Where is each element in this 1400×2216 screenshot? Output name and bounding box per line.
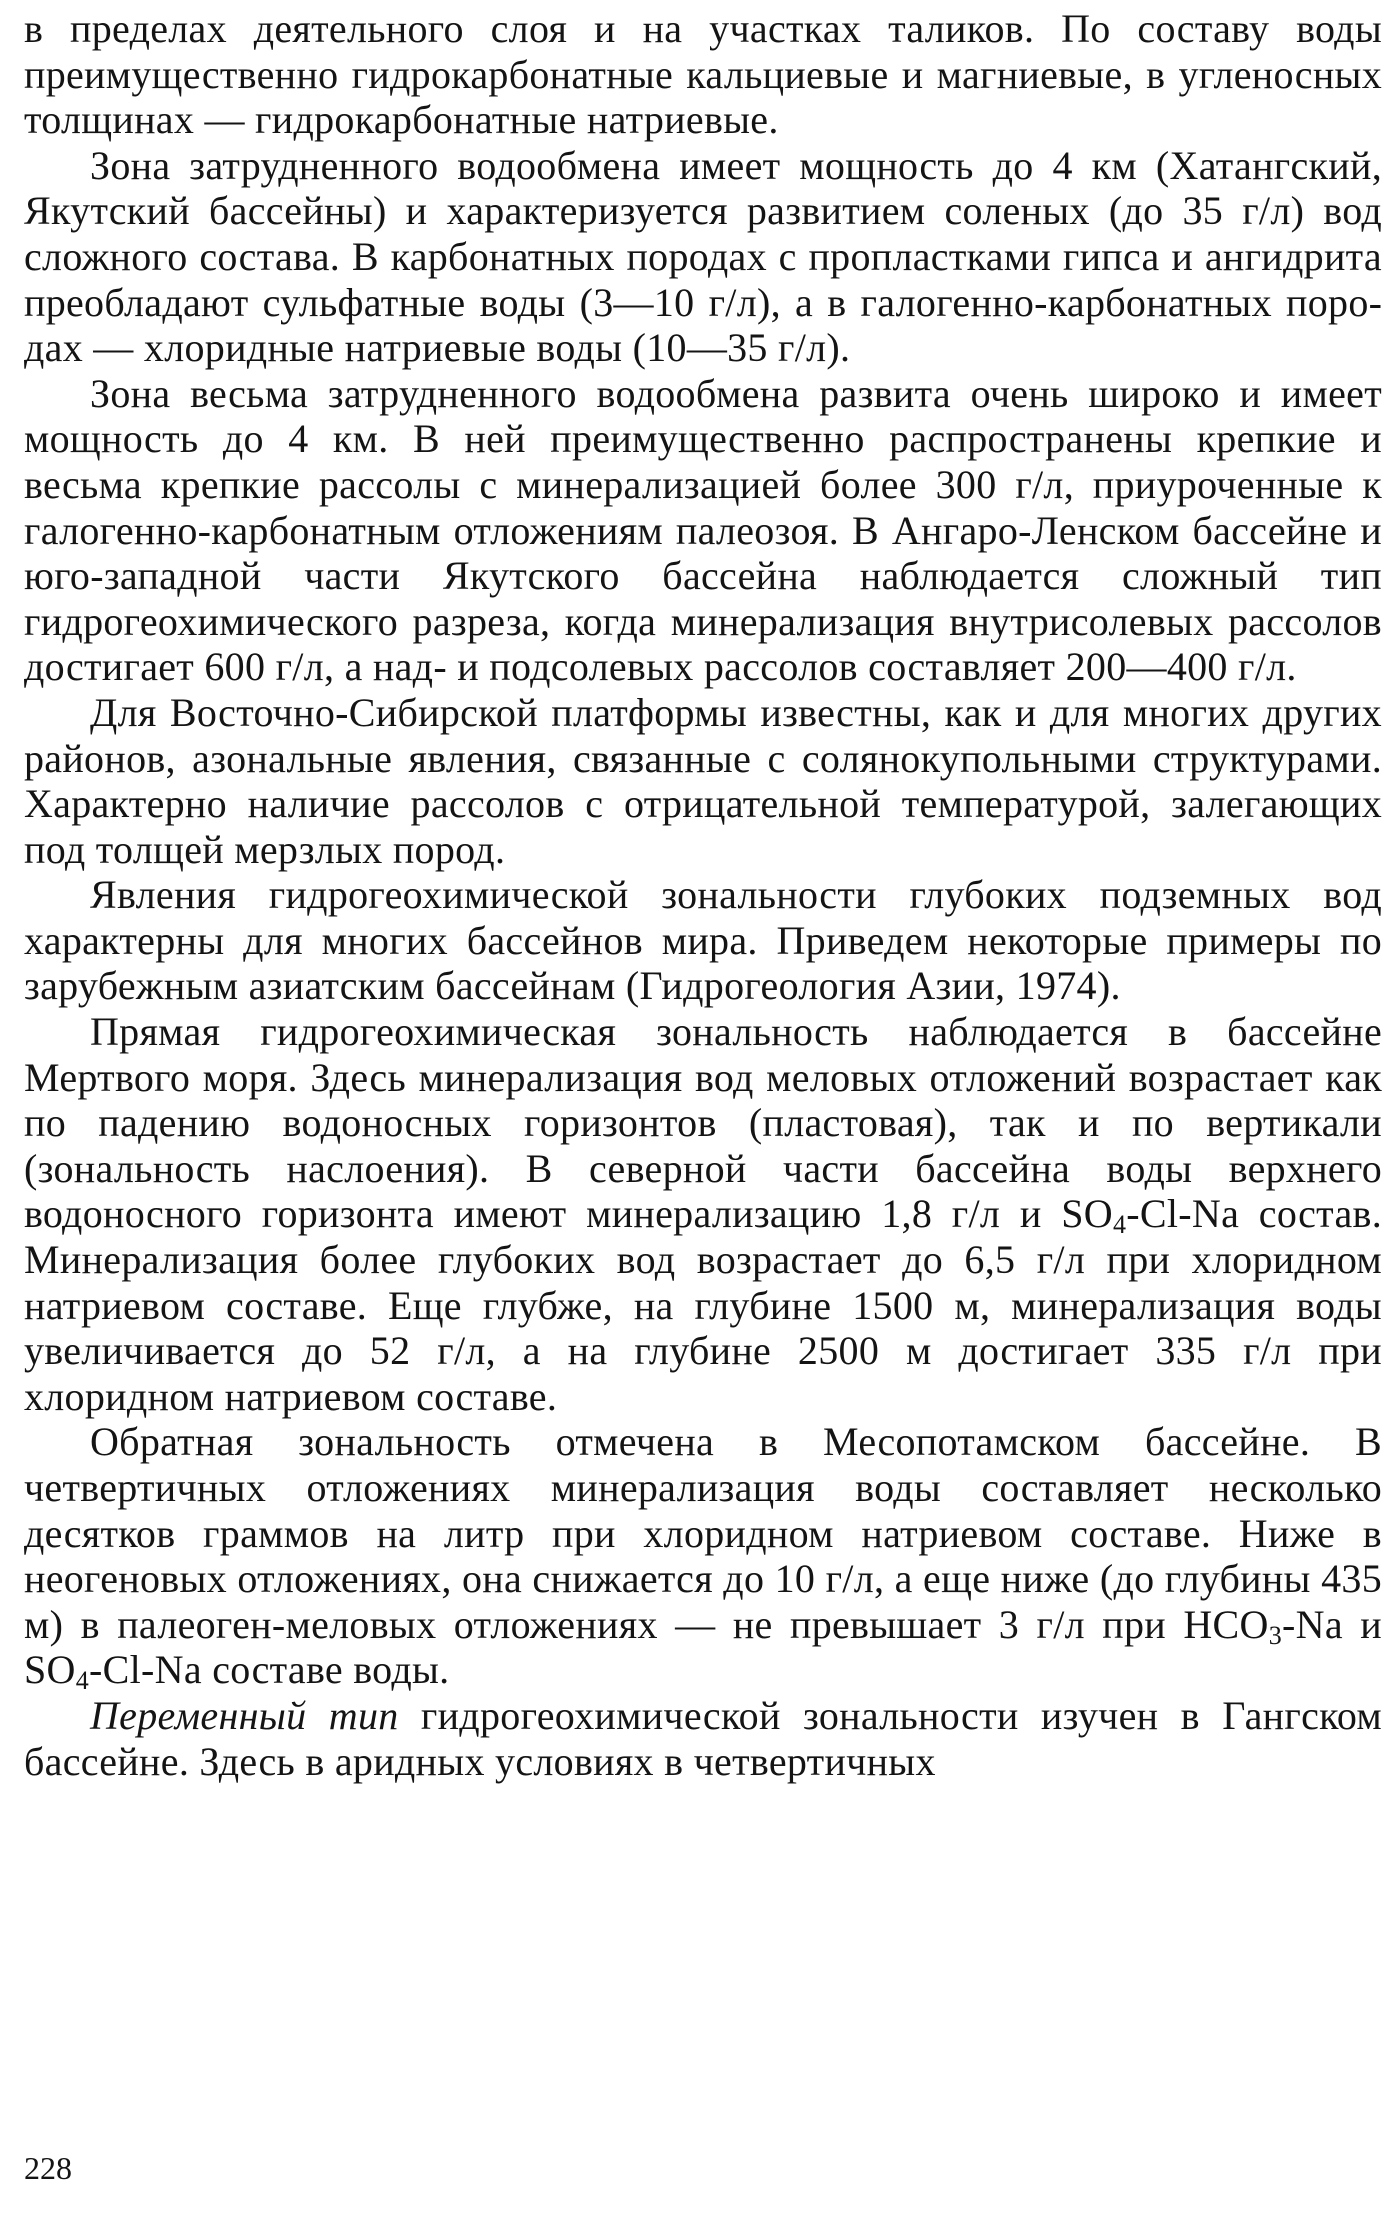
paragraph-restricted-exchange-zone <box>24 143 1382 371</box>
subscript: 3 <box>1268 1620 1283 1650</box>
subscript: 4 <box>75 1666 90 1696</box>
paragraph-taliks <box>24 6 1382 143</box>
italic-term: Переменный тип <box>90 1692 399 1738</box>
paragraph-run: в пределах деятельного слоя и на участках таликов. По составу воды преимущественно гидрокарбонатные кальциевые и магниевые, в угленосных толщинах — гидрокарбонатные натриевые. <box>24 6 1382 143</box>
paragraph-very-restricted-exchange-zone <box>24 371 1382 690</box>
paragraph-world-basins <box>24 872 1382 1009</box>
paragraph-run: -Cl-Na составе воды. <box>89 1647 450 1693</box>
body-text <box>24 6 1382 1784</box>
paragraph-run: Зона затрудненного водообмена имеет мощность до 4 км (Хатангский, Якутский бассейны) и характеризуется развитием соленых (до 35 г/л) вод сложного состава. В карбонатных породах с пропластками гипса и ангидрита преобладают сульфатные воды (3—10 г/л), а в галогенно-карбонатных породах — хлоридные натриевые воды (10—35 г/л). <box>24 142 1382 371</box>
subscript: 4 <box>1112 1210 1127 1240</box>
paragraph-run: гидрогеохимической зональности изучен в Гангском бассейне. Здесь в аридных условиях в четвертичных <box>24 1692 1382 1784</box>
paragraph-run: -Na и SO <box>24 1601 1382 1693</box>
paragraph-dead-sea-basin <box>24 1009 1382 1419</box>
paragraph-ganges-basin <box>24 1693 1382 1784</box>
paragraph-run: Прямая гидрогеохимическая зональность наблюдается в бассейне Мертвого моря. Здесь минерализация вод меловых отложений возрастает как по падению водоносных горизонтов (пластовая), так и по вертикали (зональность наслоения). В северной части бассейна воды верхнего водоносного горизонта имеют минерализацию 1,8 г/л и SO <box>24 1009 1382 1237</box>
paragraph-run: -Cl-Na состав. Минерализация более глубоких вод возрастает до 6,5 г/л при хлоридном натриевом составе. Еще глубже, на глубине 1500 м, минерализация воды увеличивается до 52 г/л, а на глубине 2500 м достигает 335 г/л при хлоридном натриевом составе. <box>24 1191 1382 1419</box>
paragraph-run: Для Восточно-Сибирской платформы известны, как и для многих других районов, азональные явления, связанные с солянокупольными структурами. Характерно наличие рассолов с отрицательной температурой, залегающих под толщей мерзлых пород. <box>24 689 1382 872</box>
paragraph-mesopotamian-basin <box>24 1419 1382 1696</box>
paragraph-run: Явления гидрогеохимической зональности глубоких подземных вод характерны для многих бассейнов мира. Приведем некоторые примеры по зарубежным азиатским бассейнам (Гидрогеология Азии, 1974). <box>24 872 1382 1009</box>
paragraph-run: Зона весьма затрудненного водообмена развита очень широко и имеет мощность до 4 км. В ней преимущественно распространены крепкие и весьма крепкие рассолы с минерализацией более 300 г/л, приуроченные к галогенно-карбонатным отложениям палеозоя. В Ангаро-Ленском бассейне и юго-западной части Якутского бассейна наблюдается сложный тип гидрогеохимического разреза, когда минерализация внутрисолевых рассолов достигает 600 г/л, а над- и подсолевых рассолов составляет 200—400 г/л. <box>24 370 1382 690</box>
page-number: 228 <box>24 2150 72 2186</box>
paragraph-azonal-phenomena <box>24 690 1382 872</box>
paragraph-run: Обратная зональность отмечена в Месопотамском бассейне. В четвертичных отложениях минерализация воды составляет несколько десятков граммов на литр при хлоридном натриевом составе. Ниже в неогеновых отложениях, она снижается до 10 г/л, а еще ниже (до глубины 435 м) в палеоген-меловых отложениях — не превышает 3 г/л при HCO <box>24 1419 1382 1647</box>
document-page <box>24 0 1382 2216</box>
